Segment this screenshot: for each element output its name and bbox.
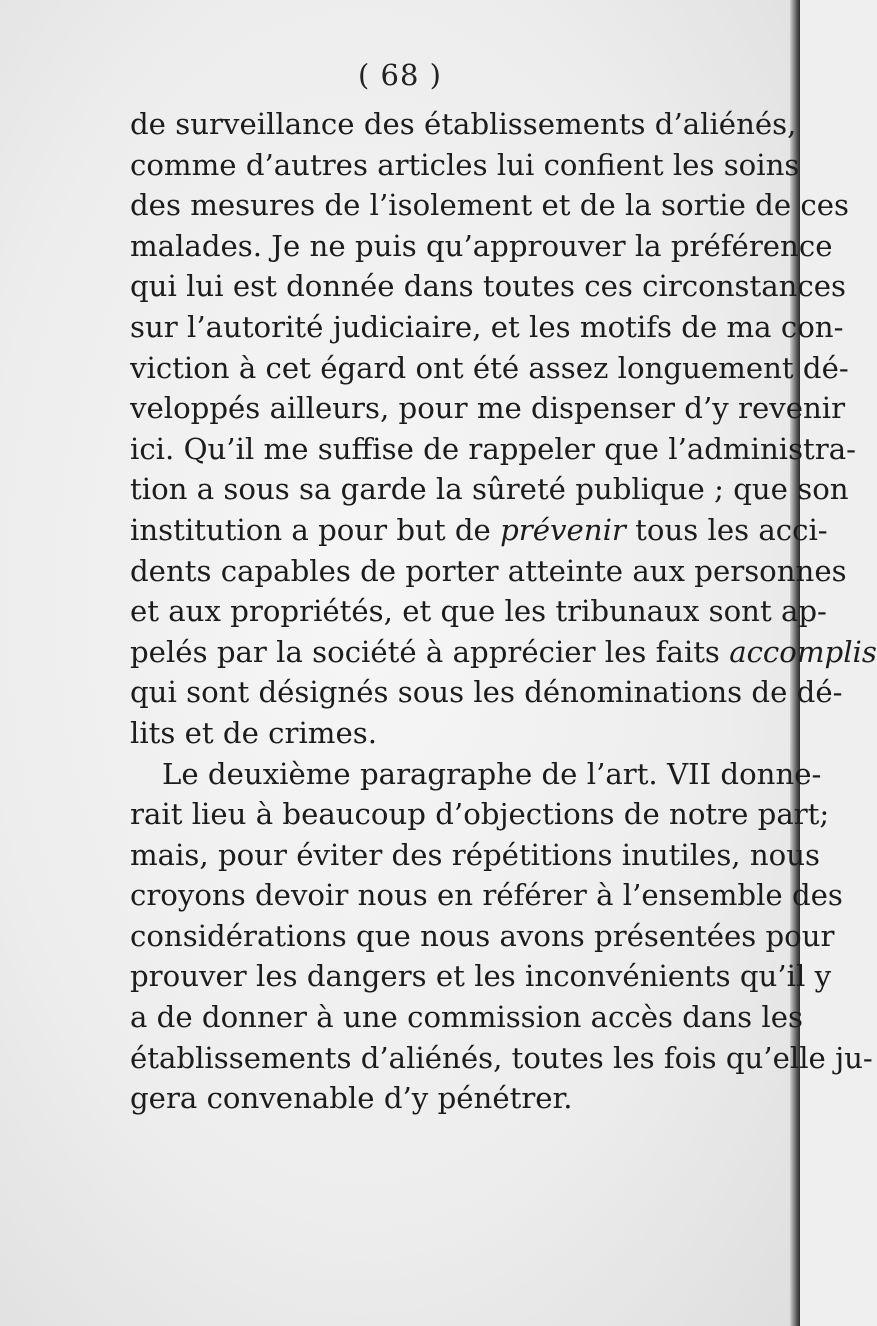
text-line <box>130 348 849 389</box>
text-segment: veloppés ailleurs, pour me dispenser d’y revenir <box>130 391 846 426</box>
text-line <box>130 632 877 673</box>
text-segment: tous les acci- <box>625 512 828 547</box>
text-segment: et aux propriétés, et que les tribunaux sont ap- <box>130 594 827 629</box>
italic-word: prévenir <box>500 512 626 547</box>
text-segment: sur l’autorité judiciaire, et les motifs de ma con- <box>130 309 844 344</box>
text-line <box>130 145 800 186</box>
text-segment: mais, pour éviter des répétitions inutiles, nous <box>130 837 820 872</box>
text-line <box>130 1038 873 1079</box>
text-segment: pelés par la société à apprécier les faits <box>130 634 730 669</box>
text-line <box>130 672 843 713</box>
text-line <box>130 916 835 957</box>
text-segment: Le deuxième paragraphe de l’art. VII donne- <box>162 756 822 791</box>
text-line <box>130 1078 782 1119</box>
text-segment: qui lui est donnée dans toutes ces circonstances <box>130 269 847 304</box>
text-line <box>130 591 827 632</box>
text-line <box>130 104 797 145</box>
text-line <box>130 997 803 1038</box>
text-line <box>130 429 856 470</box>
text-line <box>130 551 847 592</box>
text-line <box>130 226 833 267</box>
text-segment: qui sont désignés sous les dénominations de dé- <box>130 675 843 710</box>
text-segment: institution a pour but de <box>130 512 501 547</box>
page-number: ( 68 ) <box>358 58 442 92</box>
text-segment: tion a sous sa garde la sûreté publique ; que son <box>130 472 849 507</box>
text-line <box>130 835 820 876</box>
text-segment: considérations que nous avons présentées pour <box>130 918 835 953</box>
body-text <box>130 104 877 1119</box>
text-segment: ici. Qu’il me suffise de rappeler que l’administra- <box>130 431 856 466</box>
text-segment: de surveillance des établissements d’aliénés, <box>130 107 797 141</box>
text-line <box>130 510 828 551</box>
text-segment: gera convenable d’y pénétrer. <box>130 1081 573 1116</box>
text-segment: viction à cet égard ont été assez longuement dé- <box>130 350 849 385</box>
text-line <box>130 754 822 795</box>
text-segment: dents capables de porter atteinte aux personnes <box>130 553 847 588</box>
text-segment: croyons devoir nous en référer à l’ensemble des <box>130 878 843 913</box>
text-segment: malades. Je ne puis qu’approuver la préférence <box>130 228 833 263</box>
text-segment: a de donner à une commission accès dans les <box>130 1000 803 1035</box>
paragraph <box>130 754 873 1119</box>
text-line <box>130 388 846 429</box>
text-line <box>130 185 849 226</box>
text-line <box>130 469 849 510</box>
text-line <box>130 794 830 835</box>
text-line <box>130 713 782 754</box>
text-line <box>130 956 832 997</box>
text-line <box>130 266 847 307</box>
text-segment: lits et de crimes. <box>130 715 378 750</box>
text-segment: des mesures de l’isolement et de la sortie de ces <box>130 188 849 223</box>
text-segment: rait lieu à beaucoup d’objections de notre part; <box>130 797 830 832</box>
text-line <box>130 875 843 916</box>
italic-word: accomplis <box>729 634 877 669</box>
text-line <box>130 307 844 348</box>
paragraph <box>130 104 877 754</box>
text-segment: établissements d’aliénés, toutes les fois qu’elle ju- <box>130 1040 873 1075</box>
text-segment: comme d’autres articles lui confient les soins <box>130 147 800 182</box>
text-segment: prouver les dangers et les inconvénients qu’il y <box>130 959 832 994</box>
